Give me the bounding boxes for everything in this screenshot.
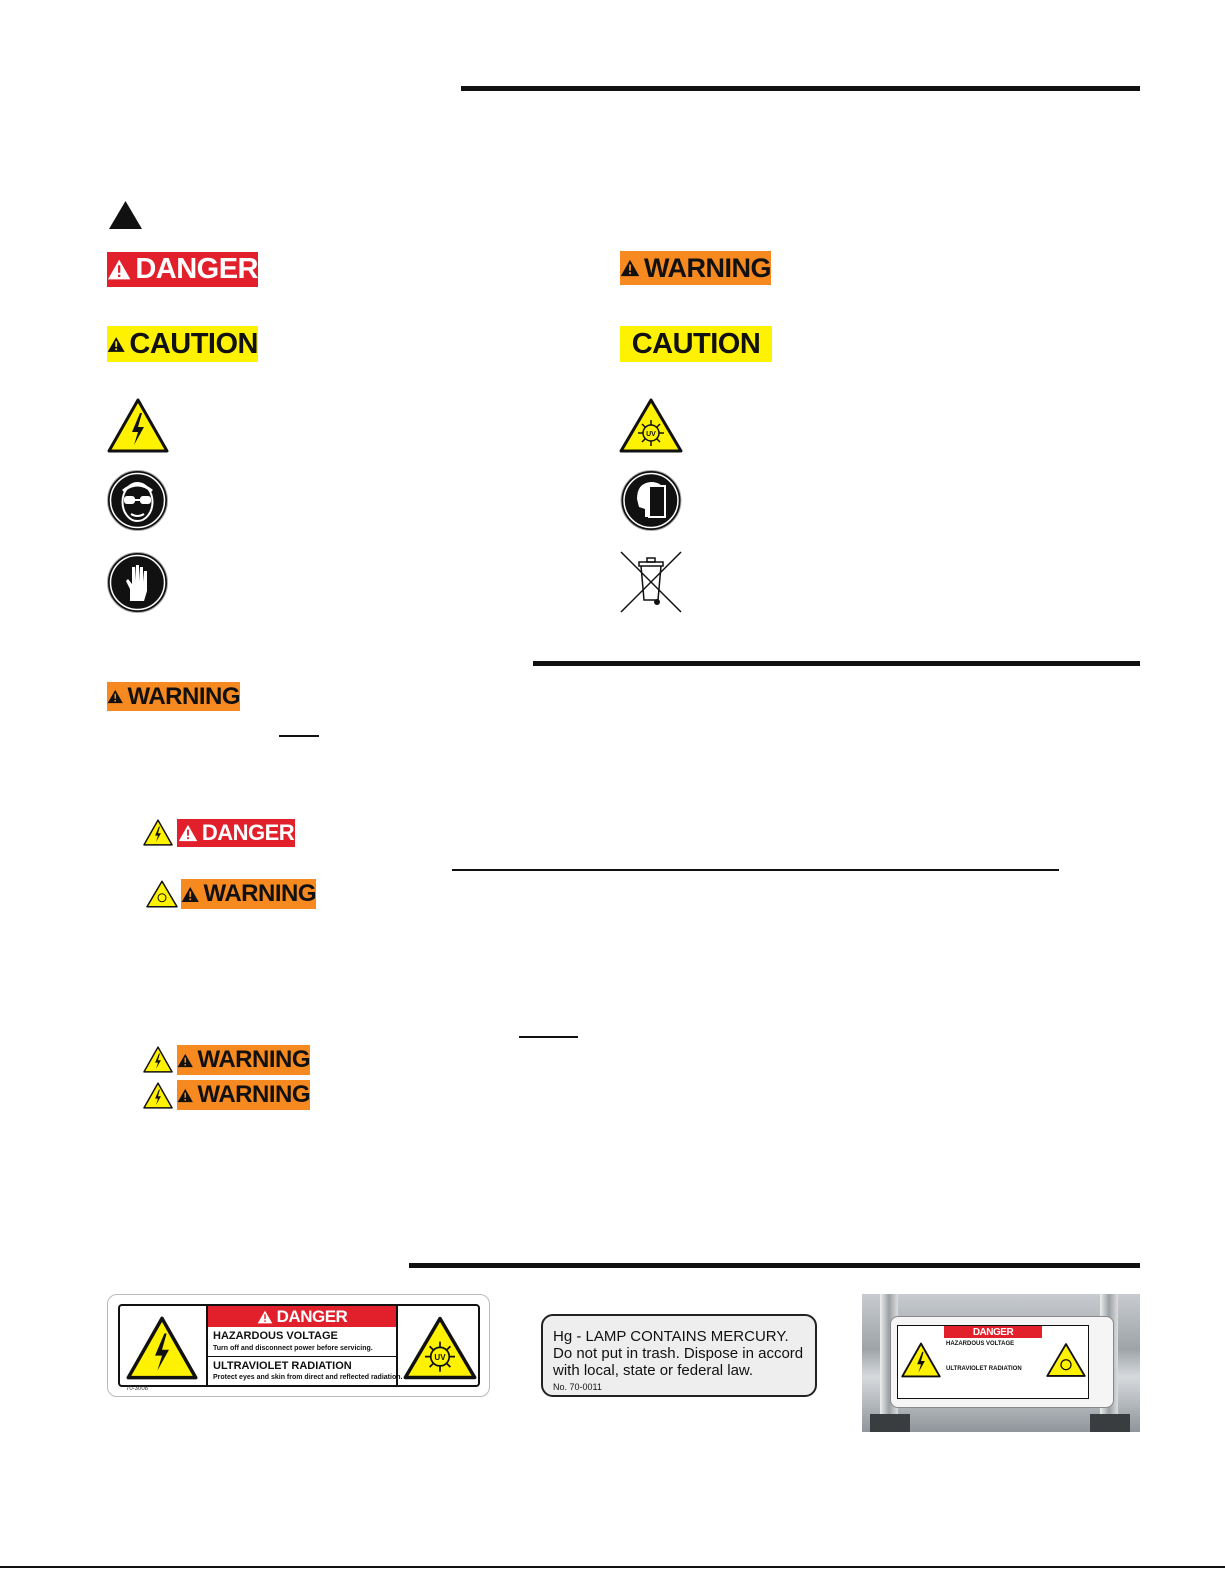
hg-line1: Hg - LAMP CONTAINS MERCURY. bbox=[553, 1328, 789, 1345]
alert-triangle-icon bbox=[178, 824, 198, 842]
hv-part-number: 70-3008 bbox=[126, 1386, 149, 1392]
hg-part-number: No. 70-0011 bbox=[553, 1382, 602, 1392]
svg-text:UV: UV bbox=[646, 431, 656, 438]
danger-label: DANGER bbox=[135, 253, 258, 285]
svg-text:UV: UV bbox=[434, 1353, 446, 1363]
uv-hazard-icon bbox=[146, 880, 178, 908]
warning-label: WARNING bbox=[127, 682, 240, 710]
hg-line2: Do not put in trash. Dispose in accord bbox=[553, 1345, 804, 1362]
hv-line1-text: Turn off and disconnect power before servicing. bbox=[213, 1345, 373, 1352]
warning-badge-electric-1 bbox=[177, 1045, 310, 1075]
hv-line-divider bbox=[208, 1356, 396, 1357]
section-rule-inner bbox=[452, 869, 1059, 871]
caution-label-plain: CAUTION bbox=[631, 327, 761, 360]
lamp-clamp-base-right bbox=[1090, 1414, 1130, 1432]
mercury-label-card bbox=[541, 1314, 817, 1397]
hv-line2-text: Protect eyes and skin from direct and reflected radiation. bbox=[213, 1374, 403, 1381]
lamp-sticker-line2: ULTRAVIOLET RADIATION bbox=[946, 1366, 1022, 1372]
warning-badge-uv bbox=[181, 879, 316, 909]
hazard-label-header-text: DANGER bbox=[276, 1306, 348, 1326]
lamp-sticker-header-text: DANGER bbox=[972, 1326, 1014, 1338]
alert-triangle-icon bbox=[181, 885, 200, 904]
underline-mark-2 bbox=[519, 1036, 578, 1038]
electric-hazard-icon bbox=[107, 398, 169, 453]
alert-triangle-icon bbox=[177, 1086, 194, 1105]
alert-triangle-icon bbox=[257, 1310, 273, 1324]
underline-mark-1 bbox=[279, 735, 319, 737]
lamp-sticker-inner bbox=[897, 1325, 1089, 1399]
hazard-label-inner bbox=[118, 1304, 480, 1387]
electric-hazard-icon bbox=[125, 1316, 199, 1380]
electric-hazard-icon bbox=[143, 1082, 173, 1109]
uv-hazard-icon bbox=[619, 398, 683, 453]
alert-triangle-icon bbox=[177, 1051, 194, 1070]
warning-badge-electric-2 bbox=[177, 1080, 310, 1110]
gloves-icon bbox=[106, 551, 169, 614]
hazard-label-card bbox=[107, 1294, 490, 1397]
crossed-bin-icon bbox=[619, 550, 683, 614]
safety-glasses-icon bbox=[106, 469, 169, 532]
section-rule-bottom bbox=[409, 1263, 1140, 1268]
warning-label: WARNING bbox=[197, 1081, 310, 1108]
lamp-sticker-line1: HAZARDOUS VOLTAGE bbox=[946, 1341, 1015, 1347]
alert-triangle-icon bbox=[107, 258, 131, 281]
hv-line1-title: HAZARDOUS VOLTAGE bbox=[213, 1330, 338, 1342]
lamp-sticker-header bbox=[944, 1326, 1042, 1338]
caution-badge-plain bbox=[620, 326, 772, 362]
lamp-housing-photo bbox=[862, 1294, 1140, 1432]
danger-badge bbox=[107, 252, 258, 287]
uv-hazard-icon bbox=[1046, 1342, 1086, 1378]
warning-badge bbox=[620, 251, 771, 285]
electric-hazard-icon bbox=[143, 819, 173, 846]
hazard-label-header bbox=[208, 1306, 396, 1327]
warning-label: WARNING bbox=[644, 252, 771, 283]
warning-badge-section bbox=[107, 682, 240, 711]
alert-triangle-icon bbox=[620, 257, 640, 279]
hg-line3: with local, state or federal law. bbox=[553, 1362, 754, 1379]
face-shield-icon bbox=[619, 469, 683, 532]
electric-hazard-icon bbox=[901, 1342, 941, 1378]
electric-hazard-icon bbox=[143, 1046, 173, 1073]
uv-hazard-icon bbox=[403, 1316, 477, 1380]
lamp-clamp-base-left bbox=[870, 1414, 910, 1432]
danger-label: DANGER bbox=[201, 820, 295, 845]
danger-badge-small bbox=[177, 819, 295, 847]
section-rule-middle bbox=[533, 661, 1140, 666]
warning-label: WARNING bbox=[203, 880, 316, 907]
alert-triangle-icon bbox=[107, 687, 124, 706]
page-bottom-rule bbox=[0, 1566, 1225, 1568]
lamp-sticker bbox=[890, 1316, 1114, 1408]
alert-triangle-icon bbox=[107, 333, 125, 356]
caution-label: CAUTION bbox=[129, 327, 258, 360]
section-rule-top bbox=[461, 86, 1140, 91]
caution-badge-with-symbol bbox=[107, 326, 258, 362]
warning-label: WARNING bbox=[197, 1046, 310, 1073]
alert-triangle-icon bbox=[108, 200, 143, 230]
hv-line2-title: ULTRAVIOLET RADIATION bbox=[213, 1360, 352, 1372]
